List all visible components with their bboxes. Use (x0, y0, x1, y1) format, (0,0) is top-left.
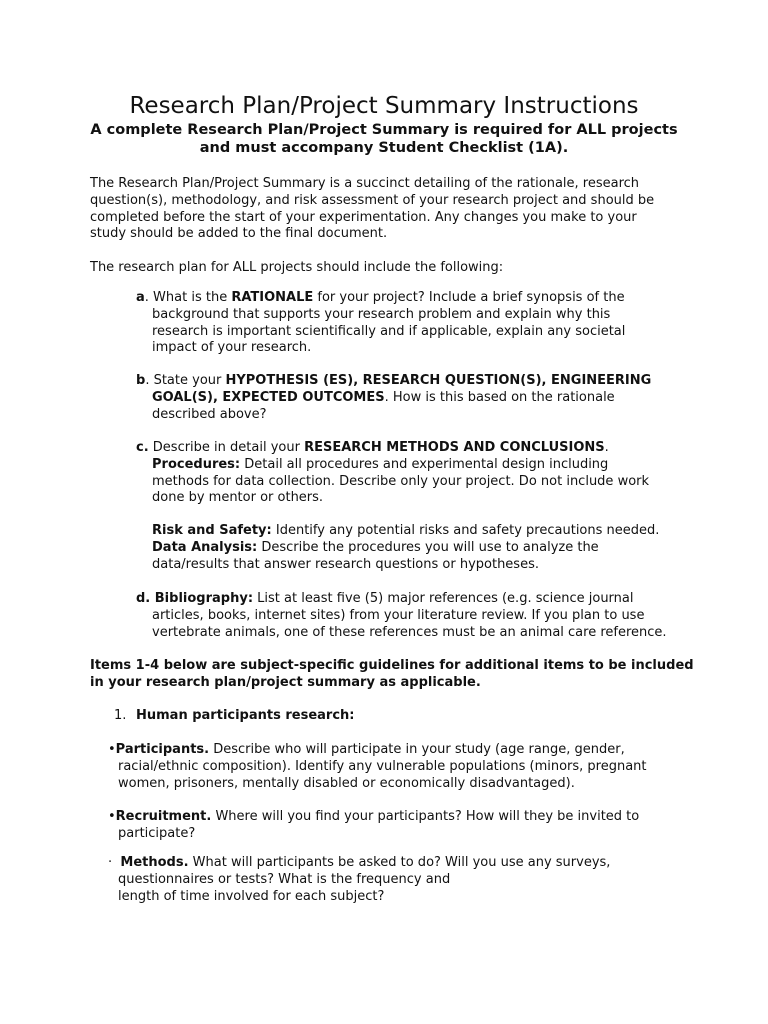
document-title: Research Plan/Project Summary Instructions (129, 93, 639, 119)
bullet-label: Methods. (120, 855, 189, 870)
item-b-hypothesis (136, 373, 696, 423)
item-text: vertebrate animals, one of these references must be an animal care reference. (152, 624, 667, 640)
data-analysis-label: Data Analysis: (152, 539, 258, 555)
bullet-label: Recruitment. (115, 809, 212, 824)
item-text: background that supports your research problem and explain why this (152, 306, 611, 322)
item-keyword: RESEARCH METHODS AND CONCLUSIONS (304, 440, 605, 455)
item-text: research is important scientifically and if applicable, explain any societal (152, 323, 626, 339)
list-number: 1. (114, 708, 127, 723)
intro-line: study should be added to the final document. (90, 226, 388, 242)
item-text: for your project? Include a brief synopsis of the (313, 290, 625, 305)
item-keyword: RATIONALE (231, 290, 314, 305)
intro-line: The Research Plan/Project Summary is a succinct detailing of the rationale, research (90, 176, 640, 191)
item-keyword: Bibliography: (150, 591, 254, 606)
item-keyword: HYPOTHESIS (ES), RESEARCH QUESTION(S), ENGINEERING (225, 373, 652, 388)
item-marker: a (136, 290, 145, 305)
note-line: in your research plan/project summary as applicable. (90, 674, 481, 690)
bullet-text: racial/ethnic composition). Identify any vulnerable populations (minors, pregnant (118, 758, 647, 774)
bullet-icon: · (108, 855, 113, 870)
item-marker: b (136, 373, 146, 388)
item-text: Identify any potential risks and safety precautions needed. (271, 523, 660, 539)
item-c-methods (136, 440, 696, 574)
bullet-label: Participants. (115, 742, 210, 757)
item-text: done by mentor or others. (152, 490, 324, 506)
item-d-bibliography (136, 591, 696, 641)
bullet-text: women, prisoners, mentally disabled or economically disadvantaged). (118, 775, 575, 791)
item-text: described above? (152, 406, 267, 422)
item-text: methods for data collection. Describe only your project. Do not include work (152, 473, 650, 489)
document-subtitle (0, 121, 768, 157)
human-participants-heading (114, 708, 514, 725)
bullet-participants (108, 742, 708, 792)
include-line: The research plan for ALL projects should include the following: (90, 260, 504, 275)
item-marker: c. (136, 440, 149, 455)
item-text: Detail all procedures and experimental design including (240, 456, 609, 472)
intro-paragraph (90, 176, 680, 243)
item-text: Describe the procedures you will use to analyze the (257, 539, 599, 555)
item-marker: d. (136, 591, 151, 606)
item-text: impact of your research. (152, 340, 312, 356)
bullet-text: Where will you find your participants? How will they be invited to (211, 809, 640, 824)
item-text: . How is this based on the rationale (384, 389, 615, 405)
item-a-rationale (136, 290, 696, 357)
item-text: . (604, 440, 609, 455)
subtitle-line: and must accompany Student Checklist (1A). (199, 140, 569, 156)
intro-line: completed before the start of your experimentation. Any changes you make to your (90, 209, 637, 225)
procedures-label: Procedures: (152, 456, 241, 472)
bullet-icon: • (108, 809, 116, 824)
intro-line: question(s), methodology, and risk assessment of your research project and should be (90, 192, 655, 208)
item-text: List at least five (5) major references (e.g. science journal (253, 591, 634, 606)
item-text: articles, books, internet sites) from your literature review. If you plan to use (152, 607, 645, 623)
bullet-text: What will participants be asked to do? Will you use any surveys, (188, 855, 611, 870)
note-line: Items 1-4 below are subject-specific guidelines for additional items to be included (90, 658, 694, 673)
bullet-icon: • (108, 742, 116, 757)
item-text: . State your (145, 373, 226, 388)
item-text: Describe in detail your (148, 440, 305, 455)
item-keyword: GOAL(S), EXPECTED OUTCOMES (152, 389, 385, 405)
heading-label: Human participants research: (136, 708, 355, 723)
subject-specific-note (90, 658, 694, 692)
item-text: . What is the (144, 290, 232, 305)
bullet-text: participate? (118, 825, 196, 841)
bullet-text: questionnaires or tests? What is the frequency and (118, 871, 451, 887)
bullet-text: Describe who will participate in your study (age range, gender, (209, 742, 625, 757)
bullet-text: length of time involved for each subject? (118, 888, 385, 904)
risk-safety-label: Risk and Safety: (152, 523, 272, 539)
bullet-recruitment (108, 809, 708, 843)
item-text: data/results that answer research questions or hypotheses. (152, 556, 539, 572)
bullet-methods (108, 855, 708, 905)
subtitle-line: A complete Research Plan/Project Summary is required for ALL projects (90, 122, 678, 138)
